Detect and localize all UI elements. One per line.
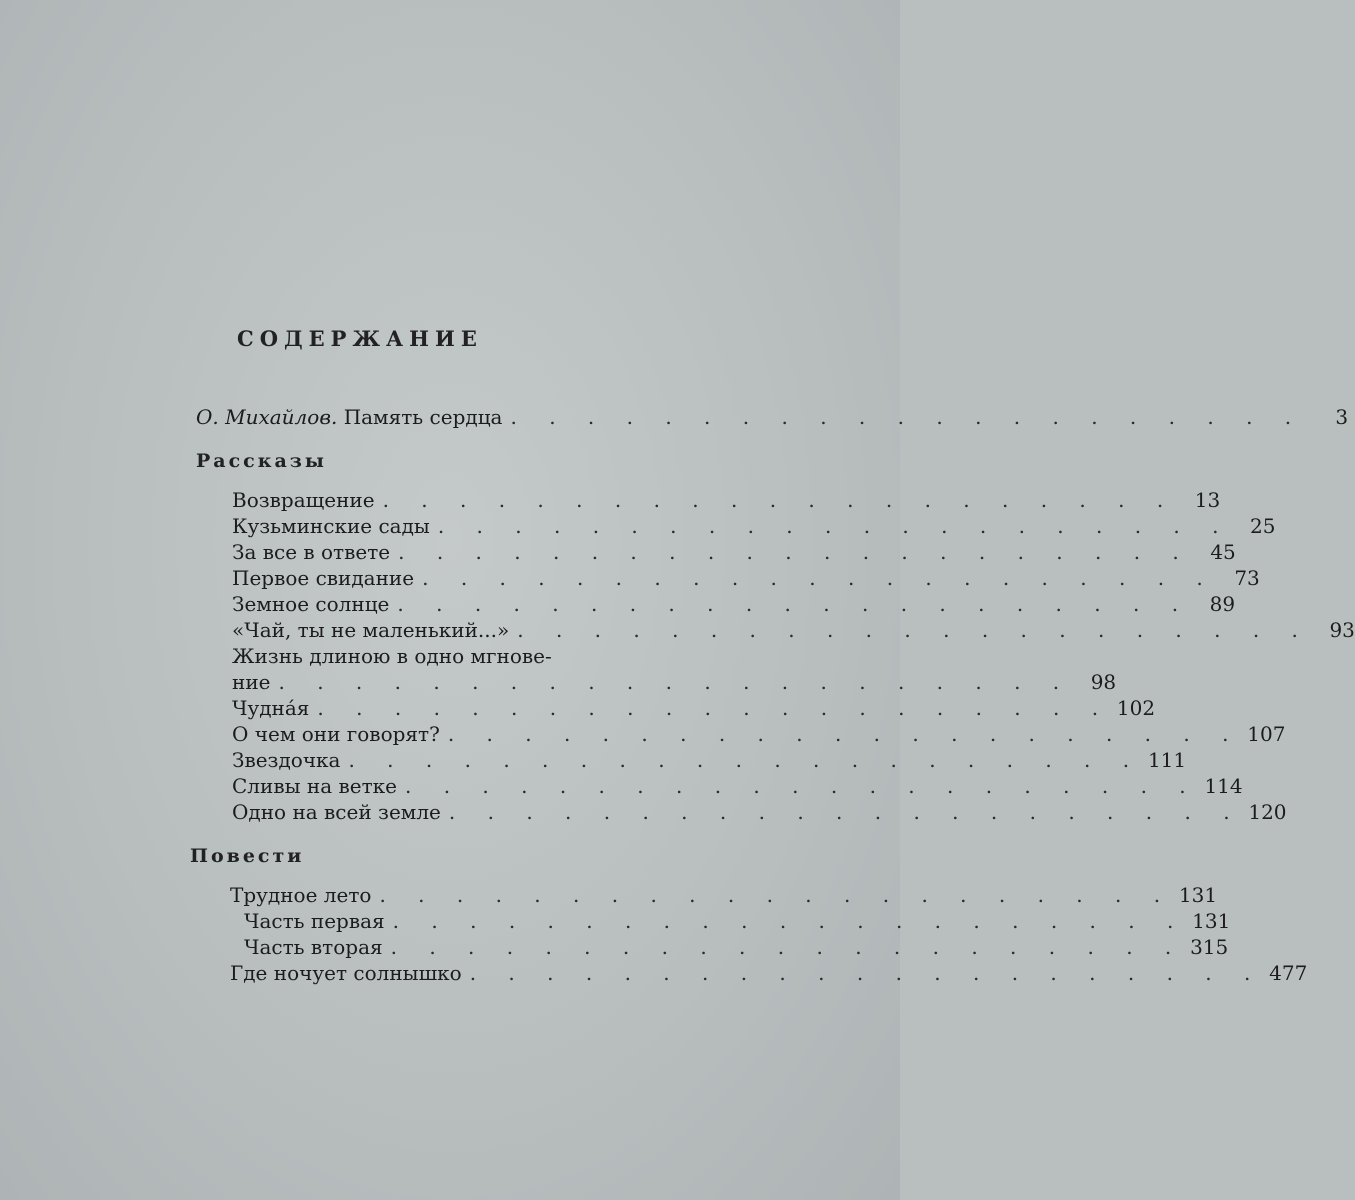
toc-entry-title: Часть вторая [244,935,383,959]
toc-page-number: 3 [1335,405,1349,429]
toc-page-number: 102 [1116,696,1156,720]
toc-entry [232,669,1117,695]
leader-dots: . . . . . . . . . . . . . . . . . . . . . [278,670,1073,694]
leader-dots: . . . . . . . . . . . . . . . . . . . . . [422,566,1216,590]
toc-entry [232,539,1236,565]
toc-entry [232,513,1276,539]
leader-dots: . . . . . . . . . . . . . . . . . . . . . [448,800,1243,824]
toc-page-number: 477 [1269,961,1308,985]
toc-page-number: 93 [1329,618,1355,642]
toc-page-number: 131 [1178,883,1218,907]
toc-entry-title: Чудна́я [232,696,310,720]
toc-page-number: 13 [1194,488,1221,512]
toc-entry [244,908,1231,934]
toc-entry [244,934,1229,960]
toc-entry [232,591,1236,617]
toc-entry-title: Одно на всей земле [232,800,441,824]
toc-entry-title: Часть первая [244,909,385,933]
toc-entry-title: О чем они говорят? [232,722,440,746]
toc-page-number: 107 [1247,722,1286,746]
leader-dots: . . . . . . . . . . . . . . . . . . . . . [379,883,1174,907]
section-heading-stories: Рассказы [196,450,327,472]
leader-dots: . . . . . . . . . . . . . . . . . . . . . [447,722,1242,746]
toc-entry [232,487,1221,513]
toc-page-number: 114 [1204,774,1243,798]
leader-dots: . . . . . . . . . . . . . . . . . . . . . [392,909,1187,933]
leader-dots: . . . . . . . . . . . . . . . . . . . . . [517,618,1311,642]
toc-entry [232,721,1286,747]
toc-entry-title-wrapped: Жизнь длиною в одно мгнове- [232,644,552,668]
toc-entry-title: Кузьминские сады [232,514,430,538]
toc-entry-title: ние [232,670,271,694]
toc-entry-intro [196,404,1349,430]
toc-page-number: 89 [1209,592,1236,616]
toc-entry-author: О. Михайлов. [196,405,338,429]
toc-entry [232,773,1243,799]
toc-entry [232,565,1260,591]
page-title: СОДЕРЖАНИЕ [237,326,483,351]
toc-page-number: 45 [1210,540,1236,564]
section-heading-novels: Повести [190,845,305,867]
toc-entry-title: Земное солнце [232,592,390,616]
leader-dots: . . . . . . . . . . . . . . . . . . . . . [390,935,1185,959]
toc-entry-title: Первое свидание [232,566,415,590]
toc-entry [232,617,1355,643]
leader-dots: . . . . . . . . . . . . . . . . . . . . . [469,961,1264,985]
toc-entry-title: Где ночует солнышко [230,961,462,985]
leader-dots: . . . . . . . . . . . . . . . . . . . . . [398,540,1192,564]
toc-page-number: 98 [1090,670,1117,694]
leader-dots: . . . . . . . . . . . . . . . . . . . . . [317,696,1112,720]
toc-entry [232,747,1187,773]
toc-page-number: 111 [1147,748,1187,772]
toc-entry-title: Возвращение [232,488,375,512]
leader-dots: . . . . . . . . . . . . . . . . . . . . . [510,405,1305,429]
leader-dots: . . . . . . . . . . . . . . . . . . . . . [397,592,1192,616]
leader-dots: . . . . . . . . . . . . . . . . . . . . . [348,748,1143,772]
toc-entry-title: «Чай, ты не маленький...» [232,618,510,642]
toc-entry-title: За все в ответе [232,540,391,564]
toc-entry-title: Сливы на ветке [232,774,397,798]
toc-entry-title: Звездочка [232,748,341,772]
toc-entry-title: Трудное лето [230,883,372,907]
leader-dots: . . . . . . . . . . . . . . . . . . . . . [437,514,1232,538]
toc-page-number: 315 [1190,935,1229,959]
toc-entry [230,882,1218,908]
toc-page-number: 73 [1234,566,1260,590]
toc-entry [232,799,1287,825]
leader-dots: . . . . . . . . . . . . . . . . . . . . . [382,488,1177,512]
toc-entry [230,960,1308,986]
leader-dots: . . . . . . . . . . . . . . . . . . . . . [404,774,1199,798]
toc-page-number: 120 [1248,800,1287,824]
toc-entry [232,695,1156,721]
toc-page-number: 131 [1192,909,1231,933]
toc-entry-title: Память сердца [343,405,503,429]
toc-page-number: 25 [1250,514,1276,538]
